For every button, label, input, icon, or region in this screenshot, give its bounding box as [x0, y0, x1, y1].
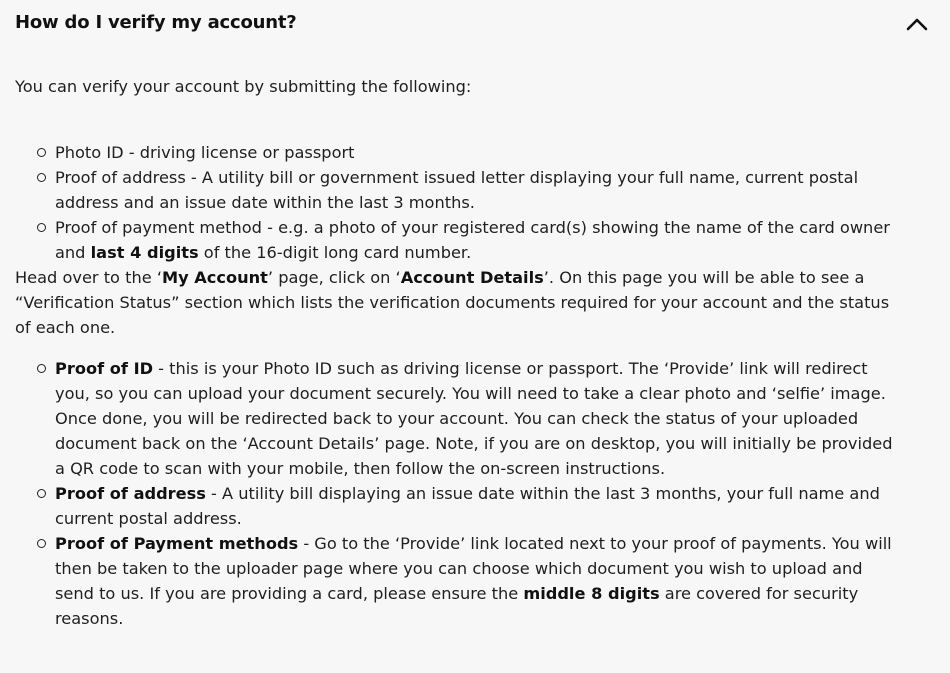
- faq-answer: [15, 74, 895, 631]
- list-item: [15, 215, 895, 265]
- list-item-text: Photo ID - driving license or passport: [55, 143, 355, 162]
- paragraph-text: Head over to the ‘: [15, 268, 162, 287]
- paragraph-text: ’ page, click on ‘: [267, 268, 401, 287]
- instructions-paragraph: [15, 265, 895, 340]
- list-item-bold: Proof of address: [55, 484, 206, 503]
- chevron-up-icon[interactable]: [905, 14, 929, 34]
- list-item-text: of the 16-digit long card number.: [198, 243, 472, 262]
- paragraph-text: ’. On this page you will be able to see a “Verification Status” section which lists the verification documents required for your account and the status of each one.: [15, 268, 890, 337]
- intro-text: You can verify your account by submitting the following:: [15, 77, 472, 96]
- faq-question[interactable]: How do I verify my account?: [15, 12, 297, 33]
- list-item-bold: middle 8 digits: [523, 584, 660, 603]
- list-item-bold: Proof of Payment methods: [55, 534, 299, 553]
- faq-toggle[interactable]: [15, 11, 935, 37]
- list-item-bold: last 4 digits: [90, 243, 199, 262]
- list-item-text: - this is your Photo ID such as driving license or passport. The ‘Provide’ link will redirect you, so you can upload your document securely. You will need to take a clear photo and ‘selfie’ image. Once done, you will be redirected back to your account. You can check the status of your uploaded document back on the ‘Account Details’ page. Note, if you are on desktop, you will initially be provided a QR code to scan with your mobile, then follow the on-screen instructions.: [55, 359, 893, 478]
- list-item-text: are covered for security reasons.: [55, 584, 859, 628]
- list-item-text: Proof of address - A utility bill or government issued letter displaying your full name, current postal address and an issue date within the last 3 months.: [55, 168, 859, 212]
- list-item-text: - A utility bill displaying an issue date within the last 3 months, your full name and current postal address.: [55, 484, 880, 528]
- list-item: [15, 481, 895, 531]
- list-item: [15, 356, 895, 481]
- list-item-text: - Go to the ‘Provide’ link located next to your proof of payments. You will then be taken to the uploader page where you can choose which document you wish to upload and send to us. If you are providing a card, please ensure the: [55, 534, 892, 603]
- account-details-label: Account Details: [400, 268, 544, 287]
- required-documents-list: [15, 140, 895, 265]
- list-item-text: Proof of payment method - e.g. a photo of your registered card(s) showing the name of the card owner and: [55, 218, 890, 262]
- my-account-label: My Account: [161, 268, 268, 287]
- list-item: [15, 531, 895, 631]
- list-item-bold: Proof of ID: [55, 359, 154, 378]
- list-item: [15, 165, 895, 215]
- verification-status-list: [15, 356, 895, 631]
- list-item: [15, 140, 895, 165]
